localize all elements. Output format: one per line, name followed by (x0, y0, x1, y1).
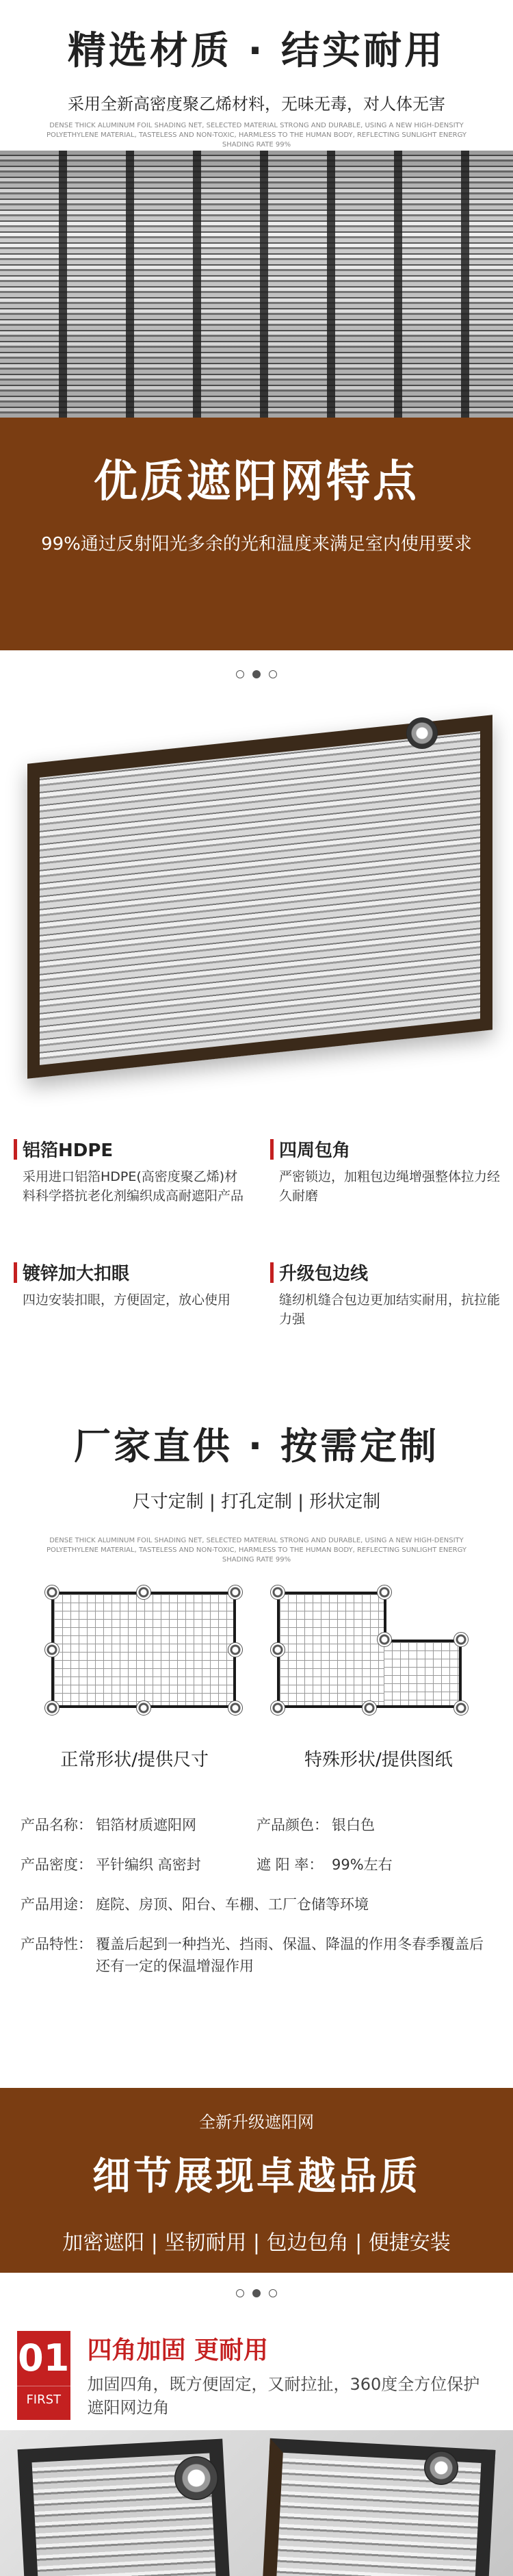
red-bar-icon (270, 1262, 274, 1283)
spec-label: 产品颜色： (256, 1817, 328, 1833)
banner2-tags: 加密遮阳 | 坚韧耐用 | 包边包角 | 便捷安装 (62, 2231, 451, 2255)
red-bar-icon (270, 1139, 274, 1160)
carousel-dots (0, 2273, 513, 2314)
red-bar-icon (14, 1139, 17, 1160)
feature-title: 铝箔HDPE (23, 1140, 114, 1161)
carousel-dot[interactable] (269, 670, 277, 678)
spec-table (0, 1800, 513, 2088)
banner2-title: 细节展现卓越品质 (92, 2154, 421, 2199)
carousel-dots (0, 650, 513, 698)
header-section (0, 0, 513, 151)
caption-normal: 正常形状/提供尺寸 (60, 1750, 209, 1770)
spec-label: 产品密度： (21, 1857, 92, 1873)
feature-desc: 采用进口铝箔HDPE(高密度聚乙烯)材料科学搭抗老化剂编织成高耐遮阳产品 (23, 1169, 244, 1203)
carousel-dot-active[interactable] (252, 670, 261, 678)
spec-value: 银白色 (332, 1817, 375, 1833)
first-detail (0, 2314, 513, 2430)
feature-item (14, 1136, 250, 1246)
mesh-closeup-image (0, 151, 513, 418)
feature-desc: 严密锁边，加粗包边绳增强整体拉力经久耐磨 (279, 1169, 501, 1203)
spec-label: 产品用途： (21, 1896, 92, 1913)
feature-desc: 缝纫机缝合包边更加结实耐用，抗拉能力强 (279, 1292, 501, 1327)
net-corner-left (18, 2439, 243, 2576)
caption-special: 特殊形状/提供图纸 (304, 1750, 453, 1770)
spec-label: 遮 阳 率： (256, 1857, 324, 1873)
factory-section (0, 1369, 513, 1574)
eyelet-icon (424, 2451, 458, 2485)
header-title: 精选材质 · 结实耐用 (67, 29, 446, 73)
spec-label: 产品名称： (21, 1817, 92, 1833)
spec-value: 庭院、房顶、阳台、车棚、工厂仓储等环境 (96, 1896, 369, 1913)
product-image (0, 698, 513, 1116)
spec-label: 产品特性： (21, 1936, 92, 1952)
eyelet-icon (406, 717, 438, 749)
spec-value: 覆盖后起到一种挡光、挡雨、保温、降温的作用冬春季覆盖后还有一定的保温增湿作用 (96, 1936, 484, 1974)
feature-banner (0, 418, 513, 698)
carousel-dot-active[interactable] (252, 2289, 261, 2297)
factory-title: 厂家直供 · 按需定制 (73, 1425, 440, 1468)
header-english-note: DENSE THICK ALUMINUM FOIL SHADING NET, SELECTED MATERIAL STRONG AND DURABLE, USING A NEW HIGH-DENSITY POLYETHYLENE MATERIAL, TASTELESS AND NON-TOXIC, HARMLESS TO THE HUMAN BODY, REFLECTING SUNLIGHT ENERGY SHADING RATE 99% (46, 122, 466, 149)
red-bar-icon (14, 1262, 17, 1283)
net-corner-right (250, 2438, 496, 2576)
badge-number: 01 (18, 2336, 70, 2380)
spec-value: 99%左右 (332, 1857, 393, 1873)
header-subtitle: 采用全新高密度聚乙烯材料，无味无毒，对人体无害 (68, 94, 445, 114)
spec-value: 铝箔材质遮阳网 (96, 1817, 196, 1833)
banner2-small: 全新升级遮阳网 (199, 2113, 314, 2132)
feature-item (270, 1260, 506, 1369)
spec-value: 平针编织 高密封 (96, 1857, 201, 1873)
shape-captions (0, 1739, 513, 1800)
feature-title: 镀锌加大扣眼 (23, 1264, 130, 1284)
banner-title: 优质遮阳网特点 (94, 457, 419, 507)
first-title: 四角加固 更耐用 (87, 2336, 269, 2364)
eyelet-icon (174, 2456, 218, 2500)
shade-net-sheet (27, 715, 492, 1078)
carousel-dot[interactable] (236, 670, 244, 678)
special-shape-diagram (270, 1581, 469, 1718)
detail-banner (0, 2088, 513, 2314)
feature-item (270, 1136, 506, 1246)
features-grid (0, 1116, 513, 1369)
feature-title: 四周包角 (279, 1140, 351, 1161)
carousel-dot[interactable] (236, 2289, 244, 2297)
normal-shape-diagram (44, 1581, 243, 1718)
feature-desc: 四边安装扣眼，方便固定，放心使用 (23, 1292, 231, 1308)
first-desc: 加固四角，既方便固定，又耐拉扯，360度全方位保护遮阳网边角 (87, 2375, 480, 2417)
feature-title: 升级包边线 (279, 1264, 369, 1284)
feature-item (14, 1260, 250, 1369)
factory-english-note: DENSE THICK ALUMINUM FOIL SHADING NET, SELECTED MATERIAL STRONG AND DURABLE, USING A NEW HIGH-DENSITY POLYETHYLENE MATERIAL, TASTELESS AND NON-TOXIC, HARMLESS TO THE HUMAN BODY, REFLECTING SUNLIGHT ENERGY SHADING RATE 99% (46, 1537, 466, 1564)
badge-word: FIRST (17, 2386, 70, 2414)
banner-desc: 99%通过反射阳光多余的光和温度来满足室内使用要求 (41, 534, 472, 554)
factory-options: 尺寸定制 | 打孔定制 | 形状定制 (132, 1492, 381, 1512)
carousel-dot[interactable] (269, 2289, 277, 2297)
shape-diagrams (0, 1574, 513, 1739)
number-badge (17, 2331, 70, 2420)
corner-detail-image (0, 2430, 513, 2576)
